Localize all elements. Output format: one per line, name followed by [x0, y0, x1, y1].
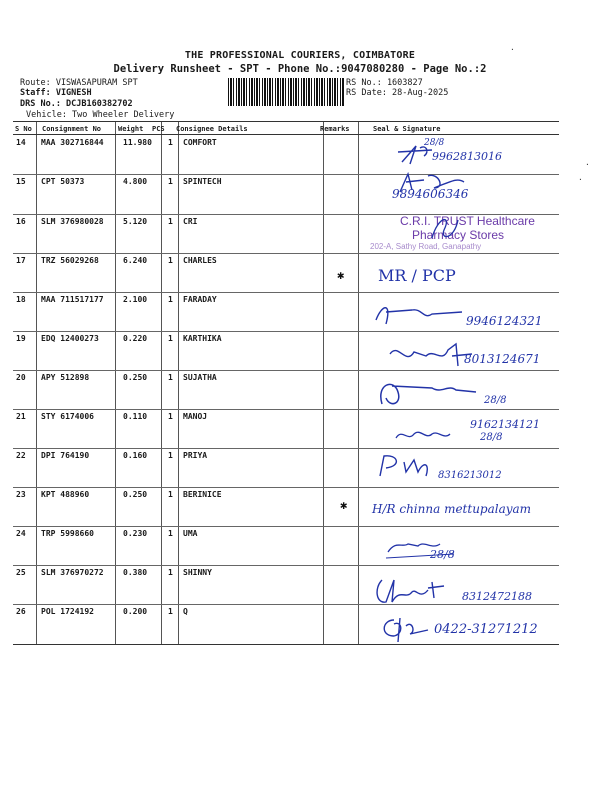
remark-mark-r23: ✱: [340, 498, 348, 512]
pharmacy-stamp-line1: C.R.I. TRUST Healthcare: [400, 214, 535, 228]
row-pcs: 1: [168, 607, 173, 616]
signature-r26: [376, 614, 436, 644]
row-sno: 23: [16, 490, 26, 499]
scan-speck: ·: [578, 175, 583, 184]
row-consignment: KPT 488960: [41, 490, 90, 499]
signature-r16: [424, 210, 464, 246]
row-consignee: UMA: [183, 529, 198, 538]
row-weight: 0.230: [123, 529, 148, 538]
drs-label: DRS No.: DCJB160382702: [20, 99, 133, 109]
row-weight: 0.220: [123, 334, 148, 343]
row-consignment: EDQ 12400273: [41, 334, 99, 343]
row-pcs: 1: [168, 412, 173, 421]
row-consignee: KARTHIKA: [183, 334, 222, 343]
row-consignment: SLM 376980028: [41, 217, 104, 226]
handwritten-phone-r25: 8312472188: [462, 590, 532, 603]
row-pcs: 1: [168, 373, 173, 382]
handwritten-date-r21: 28/8: [484, 395, 507, 406]
row-sno: 19: [16, 334, 26, 343]
row-consignment: POL 1724192: [41, 607, 94, 616]
row-consignee: COMFORT: [183, 138, 217, 147]
row-pcs: 1: [168, 295, 173, 304]
handwritten-date2-r21: 28/8: [480, 432, 503, 443]
handwritten-phone-r18: 9946124321: [466, 314, 543, 328]
row-sno: 17: [16, 256, 26, 265]
row-sno: 14: [16, 138, 26, 147]
row-weight: 2.100: [123, 295, 148, 304]
signature-r22: [374, 452, 444, 482]
row-consignment: CPT 50373: [41, 177, 85, 186]
row-sno: 15: [16, 177, 26, 186]
col-sno-header: S No: [15, 125, 32, 133]
handwritten-phone-r15: 9894606346: [392, 187, 469, 201]
row-sno: 22: [16, 451, 26, 460]
row-consignment: MAA 302716844: [41, 138, 104, 147]
col-weight-header: Weight: [118, 125, 144, 133]
row-pcs: 1: [168, 256, 173, 265]
row-sno: 21: [16, 412, 26, 421]
row-consignee: MANOJ: [183, 412, 208, 421]
row-consignment: STY 6174006: [41, 412, 94, 421]
col-consignee-header: Consignee Details: [176, 125, 248, 133]
row-consignee: PRIYA: [183, 451, 208, 460]
signature-r20: [372, 374, 482, 414]
row-consignee: BERINICE: [183, 490, 222, 499]
handwritten-note-r23: H/R chinna mettupalayam: [372, 502, 532, 516]
row-pcs: 1: [168, 217, 173, 226]
row-weight: 0.250: [123, 373, 148, 382]
handwritten-phone-r19: 8013124671: [464, 352, 541, 366]
row-pcs: 1: [168, 529, 173, 538]
row-weight: 0.200: [123, 607, 148, 616]
vehicle-label: Vehicle: Two Wheeler Delivery: [26, 110, 175, 120]
route-label: Route: VISWASAPURAM SPT: [20, 78, 138, 88]
handwritten-date-r24: 28/8: [430, 548, 455, 561]
row-consignment: MAA 711517177: [41, 295, 104, 304]
row-consignment: SLM 376970272: [41, 568, 104, 577]
pharmacy-stamp-line2: Pharmacy Stores: [412, 228, 505, 242]
row-pcs: 1: [168, 568, 173, 577]
handwritten-phone-r22: 8316213012: [438, 470, 502, 481]
row-consignee: Q: [183, 607, 188, 616]
handwritten-phone-r26: 0422-31271212: [434, 622, 538, 637]
row-sno: 24: [16, 529, 26, 538]
row-consignment: TRP 5998660: [41, 529, 94, 538]
signature-r21: [392, 424, 462, 446]
row-pcs: 1: [168, 490, 173, 499]
pharmacy-stamp-line3: 202-A, Sathy Road, Ganapathy: [370, 242, 482, 251]
row-pcs: 1: [168, 334, 173, 343]
row-consignment: DPI 764190: [41, 451, 90, 460]
row-consignment: TRZ 56029268: [41, 256, 99, 265]
page-title: THE PROFESSIONAL COURIERS, COIMBATORE: [184, 50, 416, 61]
row-consignee: SHINNY: [183, 568, 212, 577]
signature-r18: [372, 300, 472, 330]
row-pcs: 1: [168, 451, 173, 460]
row-sno: 20: [16, 373, 26, 382]
row-pcs: 1: [168, 177, 173, 186]
rs-no-label: RS No.: 1603827: [346, 78, 423, 88]
scan-speck: ·: [510, 45, 515, 54]
row-consignee: FARADAY: [183, 295, 217, 304]
row-weight: 5.120: [123, 217, 148, 226]
staff-label: Staff: VIGNESH: [20, 88, 92, 98]
row-consignee: CHARLES: [183, 256, 217, 265]
scan-speck: ·: [585, 160, 590, 169]
row-consignee: SUJATHA: [183, 373, 217, 382]
handwritten-phone-r21: 9162134121: [470, 418, 540, 431]
row-consignee: CRI: [183, 217, 198, 226]
row-sno: 25: [16, 568, 26, 577]
rs-date-label: RS Date: 28-Aug-2025: [346, 88, 449, 98]
col-seal-header: Seal & Signature: [373, 125, 441, 133]
handwritten-phone-r14: 9962813016: [432, 150, 502, 163]
row-weight: 4.800: [123, 177, 148, 186]
signature-r25: [372, 574, 462, 608]
row-weight: 0.160: [123, 451, 148, 460]
row-consignee: SPINTECH: [183, 177, 222, 186]
row-weight: 6.240: [123, 256, 148, 265]
row-weight: 0.250: [123, 490, 148, 499]
remark-mark-r17: ✱: [337, 268, 345, 282]
signature-r24: [384, 536, 464, 560]
page-subtitle: Delivery Runsheet - SPT - Phone No.:9047080280 - Page No.:2: [113, 63, 487, 75]
row-consignment: APY 512898: [41, 373, 90, 382]
handwritten-note-r17: MR / PCP: [378, 266, 456, 285]
barcode: [228, 78, 344, 106]
row-weight: 0.380: [123, 568, 148, 577]
handwritten-date-r14: 28/8: [424, 138, 445, 148]
col-pcs-header: PCS: [152, 125, 165, 133]
row-sno: 16: [16, 217, 26, 226]
col-remarks-header: Remarks: [320, 125, 350, 133]
row-weight: 11.980: [123, 138, 152, 147]
row-pcs: 1: [168, 138, 173, 147]
row-weight: 0.110: [123, 412, 148, 421]
row-sno: 26: [16, 607, 26, 616]
col-consignment-header: Consignment No: [42, 125, 102, 133]
row-sno: 18: [16, 295, 26, 304]
